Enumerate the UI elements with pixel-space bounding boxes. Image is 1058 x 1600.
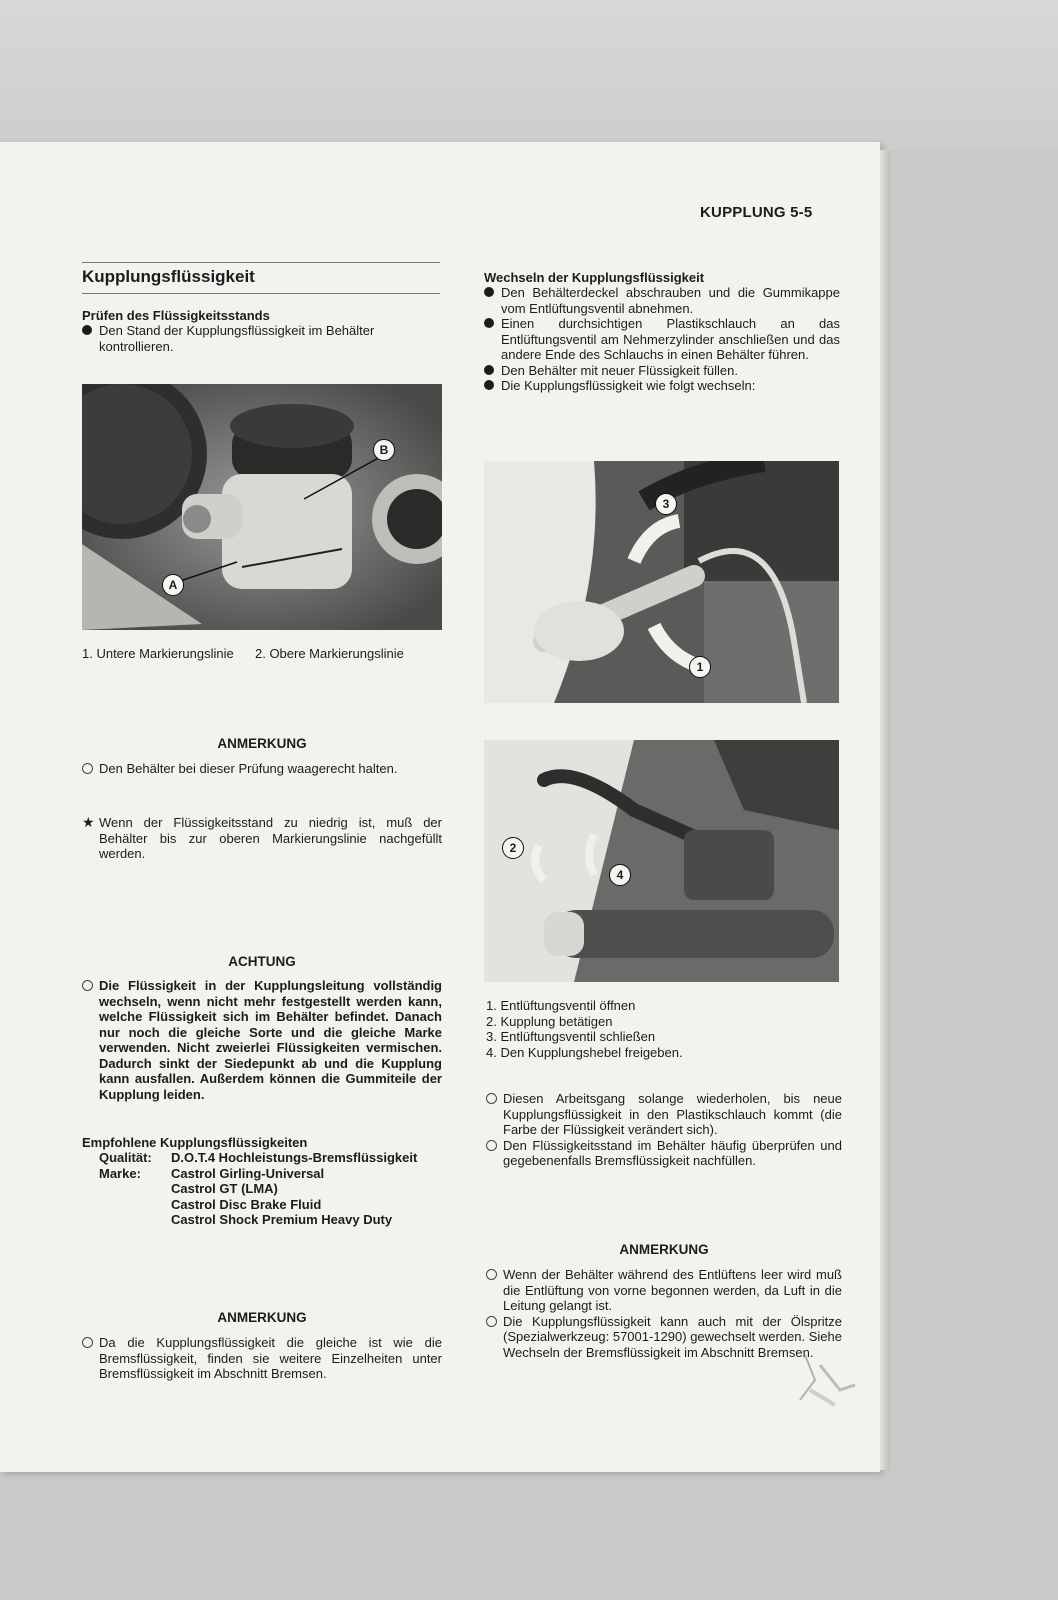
check-level-block [82, 308, 440, 354]
callout-b: B [373, 439, 395, 461]
list-item: Den Flüssigkeitsstand im Behälter häufig überprüfen und gegebenenfalls Bremsflüssigkeit nachfüllen. [486, 1138, 842, 1169]
circle-bullet-icon [486, 1316, 497, 1327]
note3-heading: ANMERKUNG [619, 1242, 709, 1257]
check-level-heading: Prüfen des Flüssigkeitsstands [82, 308, 270, 323]
change-fluid-heading: Wechseln der Kupplungsflüssigkeit [484, 270, 705, 285]
star-note [82, 815, 442, 862]
callout-4: 4 [609, 864, 631, 886]
step-item: 1. Entlüftungsventil öffnen [486, 998, 636, 1013]
list-item: Einen durchsichtigen Plastikschlauch an das Entlüftungsventil am Nehmerzylinder anschließen und das andere Ende des Schlauchs in einen Behälter führen. [484, 316, 840, 363]
circle-bullet-icon [82, 763, 93, 774]
repeat-block [486, 1091, 842, 1169]
page-edge [880, 150, 890, 1470]
brand-value: Castrol GT (LMA) [171, 1181, 278, 1196]
brand-value: Castrol Girling-Universal [171, 1165, 325, 1181]
brand-value: Castrol Disc Brake Fluid [171, 1196, 322, 1212]
background-surface [0, 0, 1058, 150]
list-item: Den Behälter mit neuer Flüssigkeit füllen. [484, 363, 840, 379]
change-fluid-list [484, 285, 840, 394]
bullet-icon [82, 325, 92, 335]
page-smudge [785, 1345, 865, 1415]
caption-upper-line: 2. Obere Markierungslinie [254, 646, 404, 661]
photo1-caption [82, 646, 442, 662]
list-item: Die Kupplungsflüssigkeit kann auch mit der Ölspritze (Spezialwerkzeug: 57001-1290) gewechselt werden. Siehe Wechseln der Bremsflüssigkeit im Abschnitt Bremsen. [486, 1314, 842, 1361]
circle-bullet-icon [486, 1093, 497, 1104]
note1-list [82, 761, 442, 777]
star-icon: ★ [82, 814, 95, 830]
recommended-fluids [82, 1135, 452, 1228]
list-item: ★ Wenn der Flüssigkeitsstand zu niedrig ist, muß der Behälter bis zur oberen Markierungslinie nachgefüllt werden. [82, 814, 442, 861]
note2-list [82, 1335, 442, 1382]
list-item: Wenn der Behälter während des Entlüftens leer wird muß die Entlüftung von vorne begonnen werden, da Luft in die Leitung gelangt ist. [486, 1267, 842, 1314]
brand-value: Castrol Shock Premium Heavy Duty [171, 1212, 393, 1227]
caution-heading: ACHTUNG [228, 954, 296, 969]
circle-bullet-icon [486, 1269, 497, 1280]
quality-value: D.O.T.4 Hochleistungs-Bremsflüssigkeit [171, 1150, 418, 1165]
list-item: Da die Kupplungsflüssigkeit die gleiche ist wie die Bremsflüssigkeit, finden sie weitere Einzelheiten unter Bremsflüssigkeit im Abschnitt Bremsen. [82, 1335, 442, 1382]
fluid-table [82, 1150, 417, 1228]
caption-lower-line: 1. Untere Markierungslinie [82, 646, 234, 661]
change-fluid-block [484, 270, 840, 394]
list-item: Den Behälter bei dieser Prüfung waagerecht halten. [82, 761, 442, 777]
circle-bullet-icon [82, 1337, 93, 1348]
bleed-valve-photo [484, 461, 839, 703]
reservoir-photo [82, 384, 442, 630]
page-header: KUPPLUNG 5-5 [700, 204, 813, 221]
callout-1: 1 [689, 656, 711, 678]
steps-list [486, 998, 842, 1060]
callout-2: 2 [502, 837, 524, 859]
check-level-list [82, 323, 440, 354]
recommended-heading: Empfohlene Kupplungsflüssigkeiten [82, 1135, 308, 1150]
list-item: Die Kupplungsflüssigkeit wie folgt wechseln: [484, 378, 840, 394]
note2-heading: ANMERKUNG [217, 1310, 307, 1325]
list-item: Diesen Arbeitsgang solange wiederholen, bis neue Kupplungsflüssigkeit in den Plastikschlauch kommt (die Farbe der Flüssigkeit verändert sich). [486, 1091, 842, 1138]
circle-bullet-icon [486, 1140, 497, 1151]
note3-block [486, 1242, 842, 1360]
caution-block [82, 954, 442, 1102]
note1-block [82, 736, 442, 777]
bullet-icon [484, 318, 494, 328]
step-item: 3. Entlüftungsventil schließen [486, 1029, 656, 1044]
list-item: Die Flüssigkeit in der Kupplungsleitung vollständig wechseln, wenn nicht mehr festgestellt werden kann, welche Flüssigkeit sich im Behälter befindet. Danach nur noch die gleiche Sorte und die gleiche Marke verwenden. Nicht zweierlei Flüssigkeiten vermischen. Dadurch sinkt der Siedepunkt ab und die Kupplung kann ausfallen. Außerdem können die Gummiteile der Kupplung leiden. [82, 978, 442, 1102]
step-item: 2. Kupplung betätigen [486, 1013, 613, 1029]
bullet-icon [484, 380, 494, 390]
bullet-icon [484, 365, 494, 375]
note1-heading: ANMERKUNG [217, 736, 307, 751]
step-item: 4. Den Kupplungshebel freigeben. [486, 1044, 683, 1060]
circle-bullet-icon [82, 980, 93, 991]
section-title: Kupplungsflüssigkeit [82, 262, 440, 294]
list-item: Den Stand der Kupplungsflüssigkeit im Behälter kontrollieren. [82, 323, 440, 354]
clutch-lever-photo [484, 740, 839, 982]
brand-label: Marke: [99, 1165, 141, 1181]
quality-label: Qualität: [99, 1150, 152, 1165]
callout-a: A [162, 574, 184, 596]
note2-block [82, 1310, 442, 1382]
repeat-list [486, 1091, 842, 1169]
list-item: Den Behälterdeckel abschrauben und die Gummikappe vom Entlüftungsventil abnehmen. [484, 285, 840, 316]
callout-3: 3 [655, 493, 677, 515]
caution-list [82, 978, 442, 1102]
bullet-icon [484, 287, 494, 297]
